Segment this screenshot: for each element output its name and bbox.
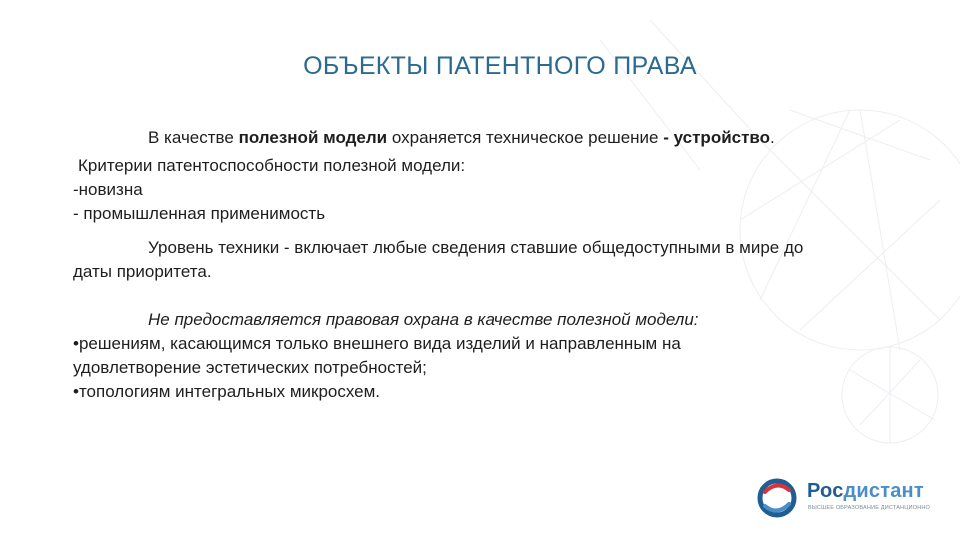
criterion-novelty: -новизна [73, 180, 143, 199]
term-device: - устройство [663, 128, 771, 147]
slide-body [73, 126, 893, 404]
exclusions-heading: Не предоставляется правовая охрана в качестве полезной модели: [148, 310, 699, 329]
criterion-industrial-applicability: - промышленная применимость [73, 204, 326, 223]
page-title: ОБЪЕКТЫ ПАТЕНТНОГО ПРАВА [303, 52, 697, 80]
exclusion-item: •решениям, касающимся только внешнего вида изделий и направленным на [73, 334, 681, 353]
logo-wordmark-part: Рос [807, 480, 844, 502]
exclusion-item-continued: удовлетворение эстетических потребностей; [73, 358, 427, 377]
rosdistant-logo-icon [755, 476, 799, 520]
term-utility-model: полезной модели [238, 128, 388, 147]
logo-tagline: ВЫСШЕЕ ОБРАЗОВАНИЕ ДИСТАНЦИОННО [808, 505, 931, 511]
prior-art-definition: Уровень техники - включает любые сведения ставшие общедоступными в мире до [148, 238, 804, 257]
text-run: В качестве [148, 128, 239, 147]
text-run: . [770, 128, 775, 147]
prior-art-definition-continued: даты приоритета. [73, 262, 212, 281]
logo-wordmark [807, 480, 924, 503]
utility-model-definition [73, 126, 893, 150]
exclusion-item: •топологиям интегральных микросхем. [73, 382, 381, 401]
text-run: охраняется техническое решение [387, 128, 664, 147]
criteria-heading: Критерии патентоспособности полезной модели: [78, 156, 466, 175]
logo-wordmark-part: дистант [843, 480, 924, 502]
rosdistant-logo [755, 476, 945, 518]
